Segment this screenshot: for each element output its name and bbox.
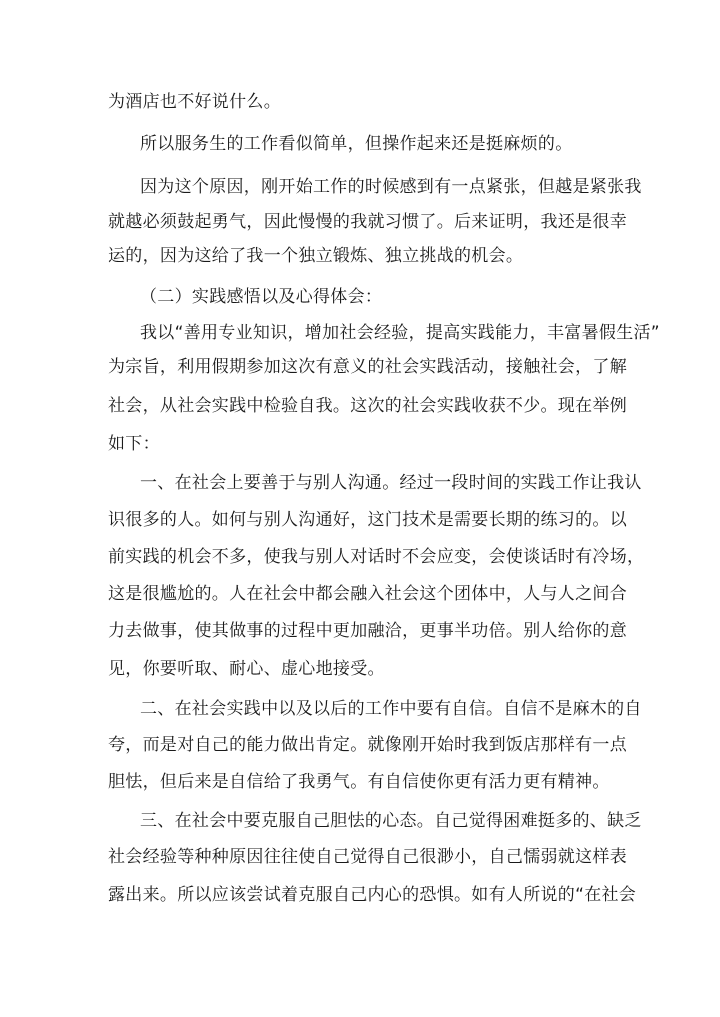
paragraph-line: 二、在社会实践中以及以后的工作中要有自信。自信不是麻木的自	[140, 699, 642, 719]
paragraph-line: 为酒店也不好说什么。	[108, 92, 281, 112]
paragraph-line: 胆怯，但后来是自信给了我勇气。有自信使你更有活力更有精神。	[108, 772, 610, 792]
paragraph-line: 三、在社会中要克服自己胆怯的心态。自己觉得困难挺多的、缺乏	[140, 811, 642, 831]
paragraph-line: 社会经验等种种原因往往使自己觉得自己很渺小，自己懦弱就这样表	[108, 847, 627, 867]
section-heading: （二）实践感悟以及心得体会：	[140, 287, 383, 307]
paragraph-line: 一、在社会上要善于与别人沟通。经过一段时间的实践工作让我认	[140, 473, 642, 493]
paragraph-line: 所以服务生的工作看似简单，但操作起来还是挺麻烦的。	[140, 134, 573, 154]
paragraph-line: 识很多的人。如何与别人沟通好，这门技术是需要长期的练习的。以	[108, 510, 627, 530]
paragraph-line: 露出来。所以应该尝试着克服自己内心的恐惧。如有人所说的“在社会	[108, 885, 637, 905]
paragraph-line: 我以“善用专业知识，增加社会经验，提高实践能力，丰富暑假生活”	[140, 323, 660, 343]
paragraph-line: 如下：	[108, 434, 160, 454]
paragraph-line: 社会，从社会实践中检验自我。这次的社会实践收获不少。现在举例	[108, 396, 627, 416]
paragraph-line: 运的，因为这给了我一个独立锻炼、独立挑战的机会。	[108, 246, 524, 266]
paragraph-line: 夸，而是对自己的能力做出肯定。就像刚开始时我到饭店那样有一点	[108, 735, 627, 755]
paragraph-line: 这是很尴尬的。人在社会中都会融入社会这个团体中，人与人之间合	[108, 584, 627, 604]
paragraph-line: 为宗旨，利用假期参加这次有意义的社会实践活动，接触社会，了解	[108, 357, 627, 377]
paragraph-line: 就越必须鼓起勇气，因此慢慢的我就习惯了。后来证明，我还是很幸	[108, 212, 627, 232]
paragraph-line: 见，你要听取、耐心、虚心地接受。	[108, 659, 385, 679]
paragraph-line: 前实践的机会不多，使我与别人对话时不会应变，会使谈话时有冷场，	[108, 547, 645, 567]
paragraph-line: 因为这个原因，刚开始工作的时候感到有一点紧张，但越是紧张我	[140, 177, 642, 197]
paragraph-line: 力去做事，使其做事的过程中更加融洽，更事半功倍。别人给你的意	[108, 621, 627, 641]
